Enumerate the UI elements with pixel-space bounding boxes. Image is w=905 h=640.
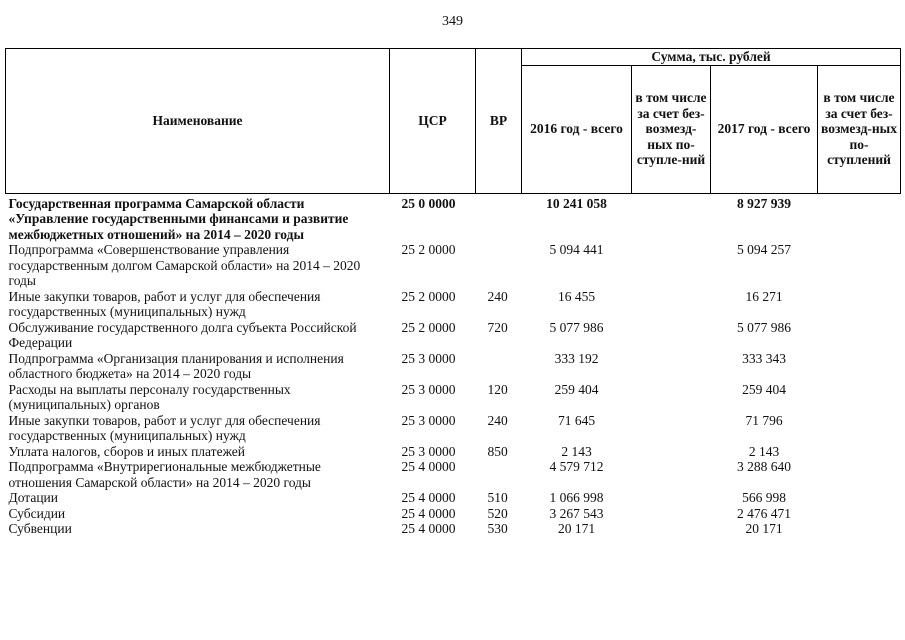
row-csr: 25 3 0000 (401, 350, 456, 366)
row-vr: 520 (487, 505, 508, 521)
page-number: 349 (442, 14, 463, 29)
row-name: Субсидии (8, 505, 66, 521)
row-name: Подпрограмма «Организация планирования и исполнения областного бюджета» на 2014 – 2020 годы (8, 350, 344, 381)
row-sum-2016: 3 267 543 (549, 505, 604, 521)
row-vr: 120 (487, 381, 508, 397)
table-row (6, 193, 901, 242)
row-sum-2017: 20 171 (745, 521, 783, 536)
row-free-2017 (818, 506, 901, 522)
row-vr: 850 (487, 443, 508, 459)
row-csr: 25 3 0000 (401, 381, 456, 397)
row-csr: 25 0 0000 (401, 195, 456, 211)
row-free-2017 (818, 444, 901, 460)
row-csr: 25 3 0000 (401, 443, 456, 459)
table-row (6, 382, 901, 413)
row-name: Обслуживание государственного долга субъекта Российской Федерации (8, 319, 357, 350)
row-sum-2016: 5 094 441 (549, 242, 604, 257)
row-sum-2017: 566 998 (742, 490, 786, 505)
column-header-sum-caption: Сумма, тыс. рублей (522, 49, 901, 66)
row-sum-2017: 333 343 (742, 350, 786, 366)
row-sum-2017: 5 077 986 (737, 319, 791, 335)
row-vr (476, 193, 522, 242)
row-sum-2016: 259 404 (554, 381, 599, 397)
row-sum-2017: 3 288 640 (737, 459, 791, 474)
row-name: Иные закупки товаров, работ и услуг для обеспечения государственных (муниципальных) нужд (8, 288, 321, 319)
row-name: Дотации (8, 490, 59, 505)
table-row (6, 289, 901, 320)
row-vr (476, 242, 522, 289)
table-row (6, 521, 901, 537)
row-free-2016 (632, 242, 711, 289)
table-row (6, 459, 901, 490)
row-csr: 25 4 0000 (401, 490, 456, 505)
row-csr: 25 4 0000 (401, 521, 456, 536)
row-csr: 25 2 0000 (401, 242, 456, 257)
row-vr (476, 351, 522, 382)
row-sum-2017: 71 796 (745, 412, 783, 428)
row-sum-2016: 4 579 712 (549, 459, 604, 474)
row-name: Государственная программа Самарской области «Управление государственными финансами и развитие межбюджетных отношений» на 2014 – 2020 годы (8, 195, 349, 242)
row-free-2017 (818, 413, 901, 444)
row-free-2016 (632, 459, 711, 490)
row-free-2017 (818, 193, 901, 242)
row-vr: 530 (487, 521, 508, 536)
row-name: Субвенции (8, 521, 72, 536)
row-csr: 25 4 0000 (401, 459, 456, 474)
row-free-2016 (632, 506, 711, 522)
row-sum-2017: 16 271 (745, 288, 783, 304)
row-free-2016 (632, 193, 711, 242)
column-header-2017-total: 2017 год - всего (711, 65, 818, 193)
table-row (6, 444, 901, 460)
row-name: Иные закупки товаров, работ и услуг для обеспечения государственных (муниципальных) нужд (8, 412, 321, 443)
column-header-name: Наименование (6, 49, 390, 194)
row-free-2016 (632, 413, 711, 444)
row-csr: 25 4 0000 (401, 505, 456, 521)
table-row (6, 506, 901, 522)
row-vr: 720 (487, 319, 508, 335)
column-header-vr: ВР (476, 49, 522, 194)
row-sum-2016: 2 143 (561, 443, 592, 459)
row-sum-2016: 5 077 986 (549, 319, 604, 335)
row-vr: 510 (487, 490, 508, 505)
row-vr: 240 (487, 412, 508, 428)
row-sum-2017: 2 143 (748, 443, 780, 459)
row-free-2017 (818, 459, 901, 490)
table-row (6, 351, 901, 382)
row-free-2017 (818, 521, 901, 537)
row-free-2016 (632, 490, 711, 506)
row-free-2017 (818, 351, 901, 382)
table-body (6, 193, 901, 537)
row-free-2017 (818, 289, 901, 320)
row-name: Подпрограмма «Внутрирегиональные межбюджетные отношения Самарской области» на 2014 – 2020 годы (8, 459, 321, 490)
row-csr: 25 3 0000 (401, 412, 456, 428)
row-sum-2017: 2 476 471 (737, 505, 791, 521)
row-name: Подпрограмма «Совершенствование управления государственным долгом Самарской области» на 2014 – 2020 годы (8, 242, 361, 288)
row-free-2016 (632, 289, 711, 320)
row-vr (476, 459, 522, 490)
row-sum-2016: 333 192 (554, 350, 599, 366)
row-name: Уплата налогов, сборов и иных платежей (8, 443, 245, 459)
table-row (6, 320, 901, 351)
row-csr: 25 2 0000 (401, 288, 456, 304)
column-header-2016-free: в том числе за счет без-возмезд-ных по-ступле-ний (632, 65, 711, 193)
row-free-2017 (818, 320, 901, 351)
row-free-2016 (632, 521, 711, 537)
budget-table (5, 48, 901, 537)
row-sum-2016: 16 455 (557, 288, 596, 304)
column-header-2017-free: в том числе за счет без-возмезд-ных по-ступлений (818, 65, 901, 193)
column-header-2016-total: 2016 год - всего (522, 65, 632, 193)
row-free-2016 (632, 320, 711, 351)
row-free-2016 (632, 382, 711, 413)
row-sum-2016: 20 171 (557, 521, 596, 536)
row-sum-2016: 71 645 (557, 412, 596, 428)
column-header-csr: ЦСР (390, 49, 476, 194)
table-row (6, 413, 901, 444)
row-free-2017 (818, 242, 901, 289)
row-csr: 25 2 0000 (401, 319, 456, 335)
row-name: Расходы на выплаты персоналу государственных (муниципальных) органов (8, 381, 291, 412)
table-row (6, 242, 901, 289)
row-sum-2017: 259 404 (742, 381, 786, 397)
row-free-2017 (818, 382, 901, 413)
row-free-2016 (632, 444, 711, 460)
row-sum-2016: 10 241 058 (546, 195, 607, 211)
row-sum-2017: 5 094 257 (737, 242, 791, 257)
row-sum-2016: 1 066 998 (549, 490, 604, 505)
row-free-2016 (632, 351, 711, 382)
row-free-2017 (818, 490, 901, 506)
row-vr: 240 (487, 288, 508, 304)
row-sum-2017: 8 927 939 (737, 195, 791, 211)
table-row (6, 490, 901, 506)
